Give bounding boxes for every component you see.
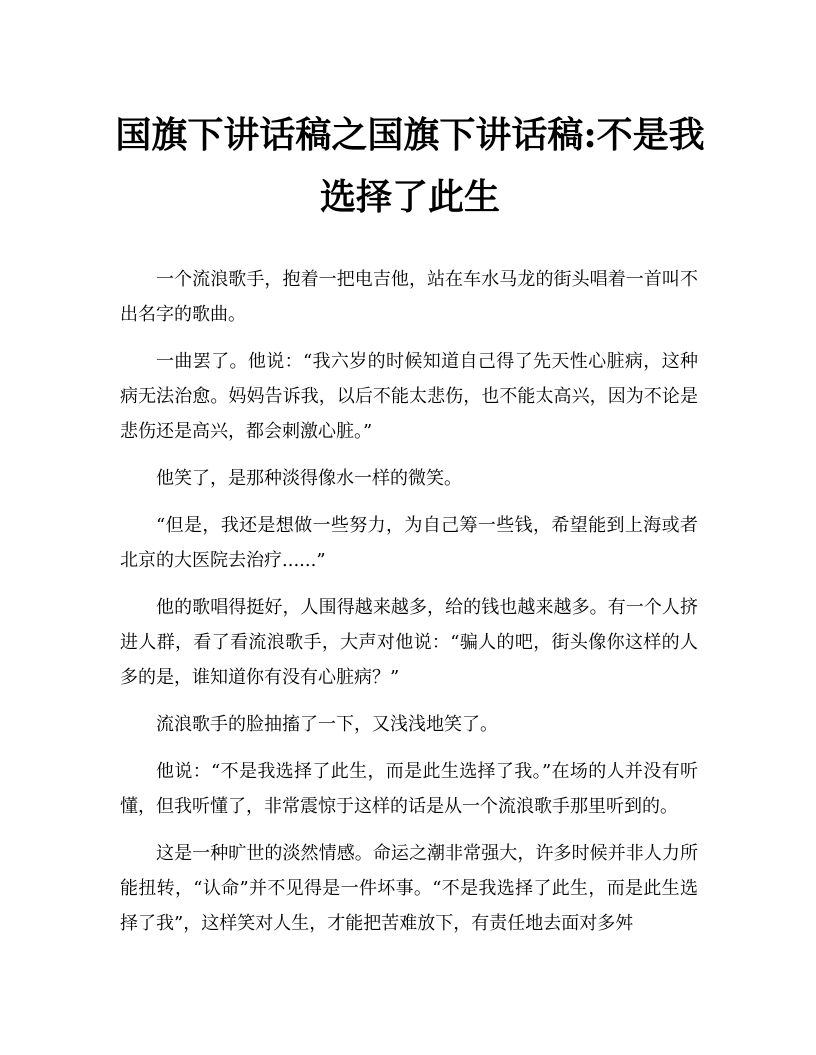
- document-body: [120, 262, 698, 953]
- paragraph: “但是，我还是想做一些努力，为自己筹一些钱，希望能到上海或者北京的大医院去治疗......”: [120, 515, 698, 571]
- paragraph: 一曲罢了。他说：“我六岁的时候知道自己得了先天性心脏病，这种病无法治愈。妈妈告诉我，以后不能太悲伤，也不能太高兴，因为不论是悲伤还是高兴，都会刺激心脏。”: [120, 351, 698, 442]
- paragraph: 他的歌唱得挺好，人围得越来越多，给的钱也越来越多。有一个人挤进人群，看了看流浪歌手，大声对他说：“骗人的吧，街头像你这样的人多的是，谁知道你有没有心脏病？”: [120, 597, 698, 688]
- paragraph: 一个流浪歌手，抱着一把电吉他，站在车水马龙的街头唱着一首叫不出名字的歌曲。: [120, 269, 698, 325]
- paragraph: 他笑了，是那种淡得像水一样的微笑。: [156, 468, 462, 489]
- paragraph: 他说：“不是我选择了此生，而是此生选择了我。”在场的人并没有听懂，但我听懂了，非常震惊于这样的话是从一个流浪歌手那里听到的。: [120, 761, 698, 817]
- paragraph: 流浪歌手的脸抽搐了一下，又浅浅地笑了。: [156, 714, 498, 735]
- paragraph: 这是一种旷世的淡然情感。命运之潮非常强大，许多时候并非人力所能扭转，“认命”并不见得是一件坏事。“不是我选择了此生，而是此生选择了我”，这样笑对人生，才能把苦难放下，有责任地去面对多舛: [120, 843, 698, 934]
- document-title: 国旗下讲话稿之国旗下讲话稿:不是我选择了此生: [115, 114, 705, 218]
